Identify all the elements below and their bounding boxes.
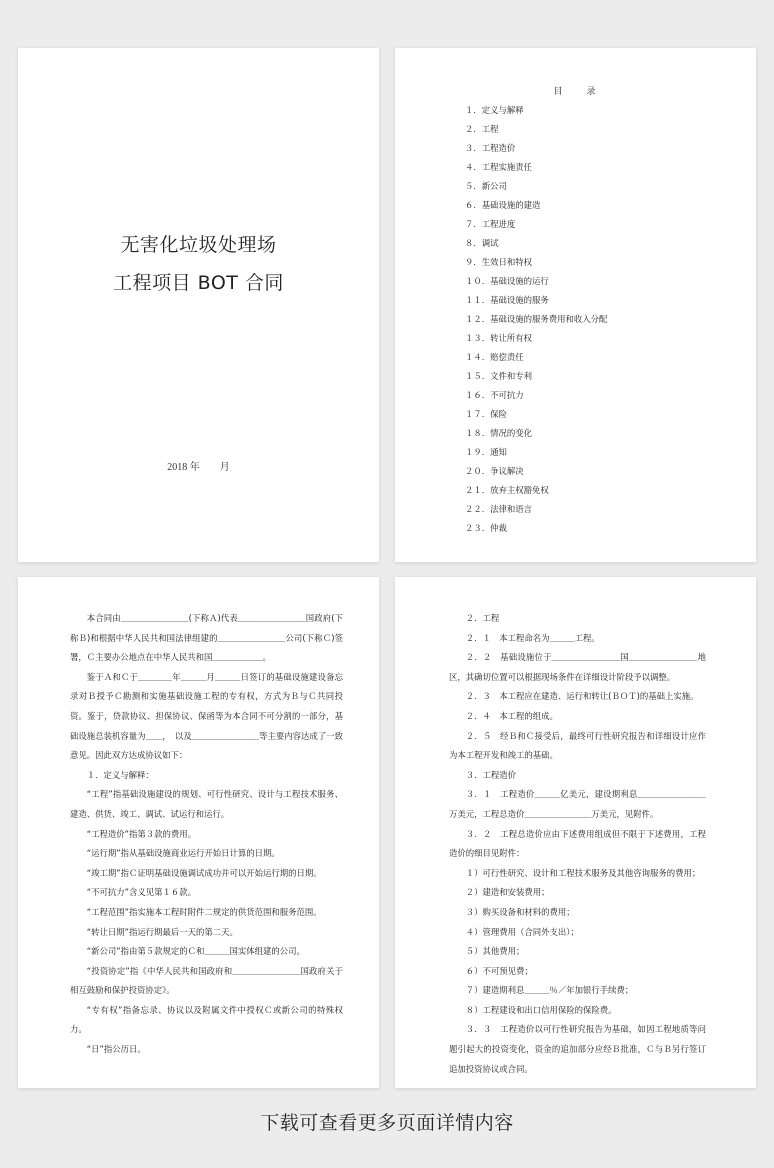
contract-paragraph: ３．工程造价: [465, 769, 517, 780]
contract-paragraph: ８）工程建设和出口信用保险的保险费。: [465, 1004, 617, 1015]
contract-body-2: [449, 609, 706, 1079]
toc-item: １８．情况的变化: [465, 428, 532, 438]
footer-caption: 下载可查看更多页面详情内容: [260, 1112, 514, 1134]
toc-item: ５．新公司: [465, 181, 507, 191]
toc-item: １９．通知: [465, 447, 507, 457]
contract-paragraph: ３．３ 工程造价以可行性研究报告为基础，如因工程地质等问题引起大的投资变化，资金的追加部分应经Ｂ批准，Ｃ与Ｂ另行签订追加投资协议或合同。: [449, 1024, 706, 1074]
contract-paragraph: “工程造价”指第３款的费用。: [86, 828, 196, 839]
toc-item: １０．基础设施的运行: [465, 276, 549, 286]
cover-title: [18, 226, 379, 302]
toc-item: １７．保险: [465, 409, 507, 419]
toc-item: ４．工程实施责任: [465, 162, 532, 172]
toc-item: １．定义与解释: [465, 105, 524, 115]
contract-paragraph: “投资协定”指《中华人民共和国政府和＿＿＿＿＿＿＿＿国政府关于相互鼓励和保护投资协定》。: [70, 965, 343, 996]
toc-item: ２．工程: [465, 124, 499, 134]
toc-item: １２．基础设施的服务费用和收入分配: [465, 314, 608, 324]
contract-paragraph: “专有权”指备忘录、协议以及附属文件中授权Ｃ或新公司的特殊权力。: [70, 1004, 343, 1035]
contract-paragraph: “转让日期”指运行期最后一天的第二天。: [86, 926, 238, 937]
toc-item: １４．赔偿责任: [465, 352, 524, 362]
toc-item: ９．生效日和特权: [465, 257, 532, 267]
contract-paragraph: “工程范围”指实施本工程时附件二规定的供货范围和服务范围。: [86, 906, 322, 917]
contract-paragraph: “运行期”指从基础设施商业运行开始日计算的日期。: [86, 848, 280, 859]
toc-item: ７．工程进度: [465, 219, 516, 229]
cover-page: [18, 48, 379, 562]
contract-paragraph: ４）管理费用（合同外支出）；: [465, 926, 579, 937]
contract-page-2: [395, 577, 756, 1088]
toc-item: ２１．放弃主权豁免权: [465, 485, 549, 495]
contract-paragraph: ３．２ 工程总造价应由下述费用组成但不限于下述费用，工程造价的细目见附件：: [449, 828, 706, 859]
contract-paragraph: ２．４ 本工程的组成。: [465, 710, 558, 721]
toc-title: 目 录: [553, 87, 598, 97]
contract-paragraph: “不可抗力”含义见第１６款。: [86, 887, 196, 898]
contract-paragraph: “日”指公历日。: [86, 1044, 146, 1055]
toc-item: ３．工程造价: [465, 143, 516, 153]
toc-item: １３．转让所有权: [465, 333, 532, 343]
toc-item: ２２．法律和语言: [465, 504, 532, 514]
contract-paragraph: ２．５ 经Ｂ和Ｃ接受后，最终可行性研究报告和详细设计应作为本工程开发和竣工的基础。: [449, 730, 706, 761]
toc-item: ２３．仲裁: [465, 523, 507, 533]
contract-paragraph: ２．工程: [465, 613, 500, 623]
contract-paragraph: ５）其他费用；: [465, 946, 525, 957]
toc-item: ２０．争议解决: [465, 466, 524, 476]
contract-paragraph: ２）建造和安装费用；: [465, 887, 550, 898]
contract-paragraph: ２．１ 本工程命名为＿＿＿工程。: [465, 632, 600, 643]
cover-title-line-1: 无害化垃圾处理场: [120, 234, 277, 256]
toc-item: １５．文件和专利: [465, 371, 532, 381]
contract-paragraph: “新公司”指由第５款规定的Ｃ和＿＿＿国实体组建的公司。: [86, 946, 305, 957]
toc-list: [465, 101, 607, 538]
contract-paragraph: ７）建造期利息＿＿＿％／年加银行手续费；: [465, 985, 634, 996]
contract-paragraph: ３．１ 工程造价＿＿＿亿美元，建设期利息＿＿＿＿＿＿＿＿万美元，工程总造价＿＿＿＿＿＿＿＿万美元，见附件。: [449, 789, 706, 819]
cover-date: 2018 年 月: [167, 462, 230, 473]
toc-item: １６．不可抗力: [465, 390, 524, 400]
contract-paragraph: ３）购买设备和材料的费用；: [465, 906, 575, 917]
contract-paragraph: “工程”指基础设施建设的规划、可行性研究、设计与工程技术服务、建造、供货、竣工、调试、试运行和运行。: [70, 789, 343, 819]
contract-paragraph: ２．２ 基础设施位于＿＿＿＿＿＿＿＿国＿＿＿＿＿＿＿＿地区，其确切位置可以根据现场条件在详细设计阶段予以调整。: [449, 652, 706, 682]
contract-paragraph: 鉴于Ａ和Ｃ于＿＿＿＿年＿＿＿月＿＿＿日签订的基础设施建设备忘录对Ｂ授予Ｃ勘测和实施基础设施工程的专有权，方式为Ｂ与Ｃ共同投资。鉴于，贷款协议、担保协议、保函等为本合同不可分割的一部分，基础设施总装机容量为＿＿， 以及＿＿＿＿＿＿＿＿等主要内容达成了一致意见。因此双方达成协议如下：: [70, 671, 343, 761]
contract-paragraph: 本合同由＿＿＿＿＿＿＿＿(下称Ａ)代表＿＿＿＿＿＿＿＿国政府(下称Ｂ)和根据中华人民共和国法律组建的＿＿＿＿＿＿＿＿公司(下称Ｃ)签署，Ｃ主要办公地点在中华人民共和国＿＿＿＿＿＿。: [70, 613, 343, 663]
contract-paragraph: ６）不可预见费；: [465, 965, 533, 976]
cover-title-line-2: 工程项目 BOT 合同: [113, 272, 284, 294]
contract-page-1: [18, 577, 379, 1088]
toc-item: １１．基础设施的服务: [465, 295, 549, 305]
toc-page: [395, 48, 756, 562]
contract-paragraph: １）可行性研究、设计和工程技术服务及其他咨询服务的费用；: [465, 867, 701, 878]
contract-paragraph: “竣工期”指Ｃ证明基础设施调试成功并可以开始运行期的日期。: [86, 867, 322, 878]
toc-item: ６．基础设施的建造: [465, 200, 541, 210]
contract-paragraph: １．定义与解释：: [86, 769, 154, 780]
contract-body-1: [70, 609, 343, 1060]
contract-paragraph: ２．３ 本工程应在建造、运行和转让(ＢＯＴ)的基础上实施。: [465, 691, 699, 702]
toc-item: ８．调试: [465, 238, 499, 248]
